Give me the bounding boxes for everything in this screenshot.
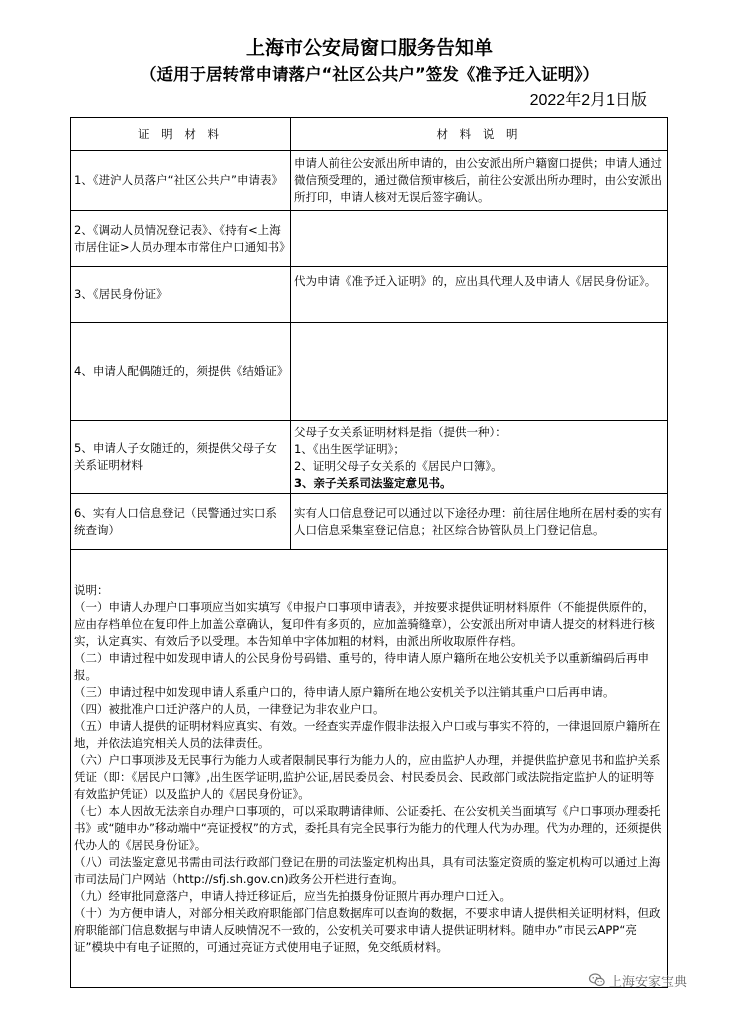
material-cell: 1、《进沪人员落户“社区公共户”申请表》 [71, 151, 291, 211]
description-line: 2、证明父母子女关系的《居民户口簿》。 [294, 459, 503, 473]
notes-cell [71, 550, 668, 988]
wechat-icon [588, 971, 606, 989]
description-line: 实有人口信息登记可以通过以下途径办理：前往居住地所在居村委的实有人口信息采集室登记信息；社区综合协管队员上门登记信息。 [294, 505, 662, 537]
note-item: （三）申请过程中如发现申请人系重户口的，待申请人原户籍所在地公安机关予以注销其重户口后再申请。 [74, 684, 615, 699]
description-cell [291, 494, 668, 550]
version-label: 2022年2月1日版 [529, 92, 647, 109]
table-header-row [71, 118, 668, 151]
material-cell: 4、申请人配偶随迁的，须提供《结婚证》 [71, 323, 291, 421]
note-item: （一）申请人办理户口事项应当如实填写《申报户口事项申请表》，并按要求提供证明材料原件（不能提供原件的，应由存档单位在复印件上加盖公章确认，复印件有多页的，应加盖骑缝章），公安派出所对申请人提交的材料进行核实，认定真实、有效后予以受理。本告知单中字体加粗的材料，由派出所收取原件存档。 [74, 599, 655, 648]
description-line: 父母子女关系证明材料是指（提供一种）： [294, 425, 507, 439]
note-item: （八）司法鉴定意见书需由司法行政部门登记在册的司法鉴定机构出具，具有司法鉴定资质的鉴定机构可以通过上海市司法局门户网站（http://sfj.sh.gov.cn)政务公开栏进行查询。 [74, 854, 661, 886]
note-item: （四）被批准户口迁沪落户的人员，一律登记为非农业户口。 [74, 701, 385, 716]
table-row [71, 151, 668, 211]
materials-table [70, 117, 668, 988]
watermark [588, 970, 687, 990]
note-item: （十）为方便申请人，对部分相关政府职能部门信息数据库可以查询的数据，不要求申请人提供相关证明材料，但政府职能部门信息数据与申请人反映情况不一致的，公安机关可要求申请人提供证明材料。随申办”市民云APP“亮证”模块中有电子证照的，可通过亮证方式使用电子证照，免交纸质材料。 [74, 905, 661, 954]
header-materials: 证 明 材 料 [71, 118, 291, 151]
material-cell: 3、《居民身份证》 [71, 267, 291, 323]
description-cell [291, 267, 668, 323]
description-line: 申请人前往公安派出所申请的，由公安派出所户籍窗口提供；申请人通过微信预受理的，通过微信预审核后，前往公安派出所办理时，由公安派出所打印，申请人核对无误后签字确认。 [294, 156, 662, 204]
table-row [71, 494, 668, 550]
description-line: 代为申请《准予迁入证明》的，应出具代理人及申请人《居民身份证》。 [294, 274, 657, 288]
note-item: （二）申请过程中如发现申请人的公民身份号码错、重号的，待申请人原户籍所在地公安机关予以重新编码后再申报。 [74, 650, 649, 682]
material-cell: 6、实有人口信息登记（民警通过实口系统查询） [71, 494, 291, 550]
material-cell: 5、申请人子女随迁的，须提供父母子女关系证明材料 [71, 421, 291, 494]
page-subtitle: （适用于居转常申请落户“社区公共户”签发《准予迁入证明》） [140, 65, 599, 84]
description-cell [291, 151, 668, 211]
notes-heading: 说明： [74, 582, 109, 597]
table-row [71, 267, 668, 323]
description-cell [291, 421, 668, 494]
material-cell: 2、《调动人员情况登记表》、《持有<上海市居住证>人员办理本市常住户口通知书》 [71, 211, 291, 267]
description-cell [291, 323, 668, 421]
note-item: （五）申请人提供的证明材料应真实、有效。一经查实弄虚作假非法报入户口或与事实不符的，一律退回原户籍所在地，并依法追究相关人员的法律责任。 [74, 718, 661, 750]
note-item: （六）户口事项涉及无民事行为能力人或者限制民事行为能力人的，应由监护人办理，并提供监护意见书和监护关系凭证（即：《居民户口簿》,出生医学证明,监护公证,居民委员会、村民委员会、民政部门或法院指定监护人的证明等有效监护凭证）以及监护人的《居民身份证》。 [74, 752, 661, 801]
note-item: （七）本人因故无法亲自办理户口事项的，可以采取聘请律师、公证委托、在公安机关当面填写《户口事项办理委托书》或“随申办”移动端中“亮证授权”的方式，委托具有完全民事行为能力的代理人代为办理。代为办理的，还须提供代办人的《居民身份证》。 [74, 803, 662, 852]
table-row [71, 421, 668, 494]
description-line: 1、《出生医学证明》； [294, 442, 405, 456]
table-row [71, 323, 668, 421]
notes-row [71, 550, 668, 988]
watermark-text: 上海安家宝典 [609, 974, 688, 990]
page-title: 上海市公安局窗口服务告知单 [245, 37, 493, 59]
table-row [71, 211, 668, 267]
header-description: 材 料 说 明 [291, 118, 668, 151]
note-item: （九）经审批同意落户，申请人持迁移证后，应当先拍摄身份证照片再办理户口迁入。 [74, 888, 511, 903]
description-line-bold: 3、亲子关系司法鉴定意见书。 [294, 476, 452, 490]
description-cell [291, 211, 668, 267]
